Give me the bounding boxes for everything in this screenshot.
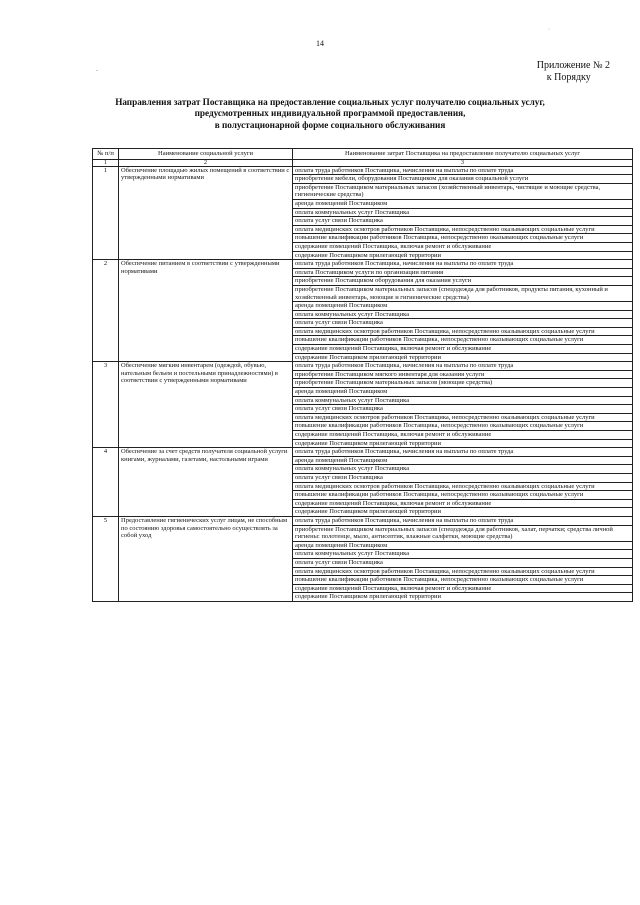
row-number: 5 xyxy=(93,516,119,601)
service-name: Обеспечение мягким инвентарем (одеждой, обувью, нательным бельем и постельными принадлежностями) в соответствии с утвержденными нормативами xyxy=(119,362,293,448)
expense-item: оплата услуг связи Поставщика xyxy=(293,473,633,482)
row-number: 1 xyxy=(93,166,119,260)
expense-item: содержание Поставщиком прилегающей территории xyxy=(293,251,633,260)
expense-item: содержание Поставщиком прилегающей территории xyxy=(293,593,633,602)
service-name: Обеспечение площадью жилых помещений в соответствии с утвержденными нормативами xyxy=(119,166,293,260)
table-header-row xyxy=(93,149,633,160)
expense-item: содержание помещений Поставщика, включая ремонт и обслуживание xyxy=(293,431,633,440)
column-number: 1 xyxy=(93,159,119,166)
expense-item: повышение квалификации работников Поставщика, непосредственно оказывающих социальные услуги xyxy=(293,234,633,243)
expense-item: повышение квалификации работников Поставщика, непосредственно оказывающих социальные услуги xyxy=(293,491,633,500)
expense-item: оплата коммунальных услуг Поставщика xyxy=(293,550,633,559)
expense-item: приобретение Поставщиком материальных запасов (хозяйственный инвентарь, чистящие и моющие средства, гигиенические средства) xyxy=(293,183,633,199)
expense-item: оплата услуг связи Поставщика xyxy=(293,319,633,328)
expense-item: повышение квалификации работников Поставщика, непосредственно оказывающих социальные услуги xyxy=(293,422,633,431)
expense-item: оплата Поставщиком услуги по организации питания xyxy=(293,268,633,277)
expenses-table xyxy=(92,148,633,602)
row-number: 2 xyxy=(93,260,119,362)
expense-item: оплата медицинских осмотров работников Поставщика, непосредственно оказывающих социальные услуги xyxy=(293,327,633,336)
expense-item: содержание помещений Поставщика, включая ремонт и обслуживание xyxy=(293,242,633,251)
row-number: 4 xyxy=(93,448,119,517)
table-row xyxy=(93,260,633,269)
expense-item: оплата труда работников Поставщика, начисления на выплаты по оплате труда xyxy=(293,260,633,269)
expense-item: оплата труда работников Поставщика, начисления на выплаты по оплате труда xyxy=(293,362,633,371)
expense-item: оплата труда работников Поставщика, начисления на выплаты по оплате труда xyxy=(293,448,633,457)
expense-item: приобретение Поставщиком материальных запасов (спецодежда для работников, продукты питания, кухонный и хозяйственный инвентарь, моющие и гигиенические средства) xyxy=(293,285,633,301)
expense-item: содержание Поставщиком прилегающей территории xyxy=(293,353,633,362)
expense-item: оплата услуг связи Поставщика xyxy=(293,217,633,226)
expense-item: повышение квалификации работников Поставщика, непосредственно оказывающих социальные услуги xyxy=(293,336,633,345)
scan-speck: - xyxy=(96,68,98,74)
expense-item: аренда помещений Поставщиком xyxy=(293,388,633,397)
expense-item: оплата коммунальных услуг Поставщика xyxy=(293,396,633,405)
expense-item: приобретение Поставщиком материальных запасов (моющие средства) xyxy=(293,379,633,388)
title-line-3: в полустационарной форме социального обслуживания xyxy=(214,119,446,130)
column-number: 3 xyxy=(293,159,633,166)
expense-item: оплата коммунальных услуг Поставщика xyxy=(293,208,633,217)
header-service: Наименование социальной услуги xyxy=(119,149,293,160)
appendix-reference xyxy=(537,60,610,84)
table-row xyxy=(93,448,633,457)
expense-item: оплата труда работников Поставщика, начисления на выплаты по оплате труда xyxy=(293,516,633,525)
expense-item: приобретение Поставщиком мягкого инвентаря для оказания услуги xyxy=(293,370,633,379)
expense-item: аренда помещений Поставщиком xyxy=(293,541,633,550)
appendix-line-2: к Порядку xyxy=(546,72,591,83)
expense-item: содержание помещений Поставщика, включая ремонт и обслуживание xyxy=(293,499,633,508)
service-name: Обеспечение питанием в соответствии с утвержденными нормативами xyxy=(119,260,293,362)
row-number: 3 xyxy=(93,362,119,448)
header-number: № п/п xyxy=(93,149,119,160)
page-number: 14 xyxy=(316,39,324,48)
service-name: Предоставление гигиенических услуг лицам, не способным по состоянию здоровья самостоятельно осуществлять за собой уход xyxy=(119,516,293,601)
expense-item: приобретение Поставщиком материальных запасов (спецодежда для работников, халат, перчатки; средства личной гигиены: полотенце, мыло, антисептик, влажные салфетки, моющие средства) xyxy=(293,525,633,541)
expense-item: аренда помещений Поставщиком xyxy=(293,199,633,208)
table-body xyxy=(93,166,633,601)
title-line-1: Направления затрат Поставщика на предоставление социальных услуг получателю социальных услуг, xyxy=(115,97,545,107)
expense-item: оплата медицинских осмотров работников Поставщика, непосредственно оказывающих социальные услуги xyxy=(293,225,633,234)
expense-item: повышение квалификации работников Поставщика, непосредственно оказывающих социальные услуги xyxy=(293,576,633,585)
table-row xyxy=(93,362,633,371)
expense-item: приобретение мебели, оборудования Поставщиком для оказания социальной услуги xyxy=(293,175,633,184)
expense-item: аренда помещений Поставщиком xyxy=(293,302,633,311)
expense-item: содержание Поставщиком прилегающей территории xyxy=(293,508,633,517)
expense-item: содержание помещений Поставщика, включая ремонт и обслуживание xyxy=(293,345,633,354)
column-number: 2 xyxy=(119,159,293,166)
service-name: Обеспечение за счет средств получателя социальной услуги книгами, журналами, газетами, настольными играми xyxy=(119,448,293,517)
expense-item: оплата медицинских осмотров работников Поставщика, непосредственно оказывающих социальные услуги xyxy=(293,413,633,422)
expense-item: содержание помещений Поставщика, включая ремонт и обслуживание xyxy=(293,584,633,593)
document-title xyxy=(60,97,600,131)
expense-item: оплата услуг связи Поставщика xyxy=(293,405,633,414)
expense-item: приобретение Поставщиком оборудования для оказания услуги xyxy=(293,277,633,286)
expense-item: оплата труда работников Поставщика, начисления на выплаты по оплате труда xyxy=(293,166,633,175)
expense-item: оплата коммунальных услуг Поставщика xyxy=(293,465,633,474)
title-line-2: предусмотренных индивидуальной программой предоставления, xyxy=(194,108,466,119)
table-row xyxy=(93,516,633,525)
expense-item: оплата медицинских осмотров работников Поставщика, непосредственно оказывающих социальные услуги xyxy=(293,482,633,491)
expense-item: оплата коммунальных услуг Поставщика xyxy=(293,310,633,319)
table-row xyxy=(93,166,633,175)
appendix-line-1: Приложение № 2 xyxy=(536,60,610,71)
expense-item: аренда помещений Поставщиком xyxy=(293,456,633,465)
expense-item: оплата услуг связи Поставщика xyxy=(293,558,633,567)
scan-speck: · xyxy=(548,27,550,33)
header-expenses: Наименование затрат Поставщика на предоставление получателю социальных услуг xyxy=(293,149,633,160)
expense-item: оплата медицинских осмотров работников Поставщика, непосредственно оказывающих социальные услуги xyxy=(293,567,633,576)
expense-item: содержание Поставщиком прилегающей территории xyxy=(293,439,633,448)
column-number-row xyxy=(93,159,633,166)
